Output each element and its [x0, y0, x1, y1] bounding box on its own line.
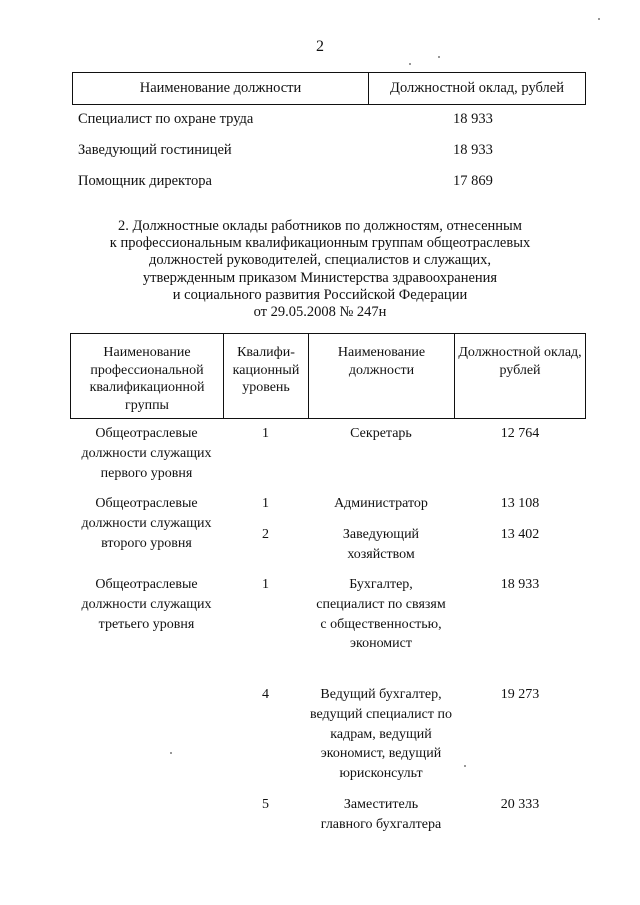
position-name: Заместитель главного бухгалтера — [320, 797, 442, 832]
table1-header — [72, 72, 586, 105]
qualification-level: 2 — [262, 527, 269, 542]
scan-speck — [409, 63, 411, 65]
salary-value: 12 764 — [500, 426, 540, 441]
table2-header-salary: Должностной оклад, рублей — [458, 345, 582, 378]
scan-speck — [170, 752, 172, 754]
qualification-level: 1 — [262, 496, 269, 511]
section2-title-line: от 29.05.2008 № 247н — [253, 304, 387, 321]
position-name: Администратор — [334, 496, 428, 511]
section2-title-line: к профессиональным квалификационным группам общеотраслевых — [109, 235, 531, 252]
position-name: Ведущий бухгалтер, ведущий специалист по кадрам, ведущий экономист, ведущий юрисконсульт — [310, 687, 452, 782]
position-name: Заведующий хозяйством — [342, 527, 420, 562]
section2-title-line: и социального развития Российской Федерации — [172, 286, 468, 303]
table1-header-position: Наименование должности — [73, 73, 369, 104]
table2-header — [70, 333, 586, 419]
group-name: Общеотраслевые должности служащих второго уровня — [81, 496, 212, 551]
table1-row-position: Специалист по охране труда — [78, 111, 254, 127]
scan-speck — [464, 765, 466, 767]
table2-header-group: Наименование профессиональной квалификационной группы — [71, 334, 224, 418]
group-name: Общеотраслевые должности служащих первого уровня — [81, 426, 212, 481]
table1-row-position: Заведующий гостиницей — [78, 142, 232, 158]
section2-title-line: утвержденным приказом Министерства здравоохранения — [142, 269, 498, 286]
position-name: Секретарь — [350, 426, 412, 441]
section2-title-line: должностей руководителей, специалистов и служащих, — [148, 252, 492, 269]
salary-value: 18 933 — [500, 577, 540, 592]
section2-title-line: 2. Должностные оклады работников по должностям, отнесенным — [118, 218, 522, 234]
table1-row-salary: 18 933 — [453, 111, 493, 127]
table2-header-level: Квалифи-кационный уровень — [224, 334, 309, 418]
position-name: Бухгалтер, специалист по связям с общественностью, экономист — [316, 577, 446, 652]
group-name: Общеотраслевые должности служащих третьего уровня — [81, 577, 212, 632]
qualification-level: 1 — [262, 426, 269, 441]
table1-header-salary: Должностной оклад, рублей — [390, 80, 564, 96]
salary-value: 13 108 — [500, 496, 540, 511]
section2-title — [0, 218, 640, 321]
salary-value: 20 333 — [500, 797, 540, 812]
table1-row-salary: 17 869 — [453, 173, 493, 189]
qualification-level: 1 — [262, 577, 269, 592]
scan-speck — [598, 18, 600, 20]
salary-value: 13 402 — [500, 527, 540, 542]
qualification-level: 4 — [262, 687, 269, 702]
salary-value: 19 273 — [500, 687, 540, 702]
qualification-level: 5 — [262, 797, 269, 812]
table2-header-position: Наименование должности — [309, 334, 455, 418]
scan-speck — [438, 56, 440, 58]
page-number: 2 — [316, 38, 324, 55]
table1-row-salary: 18 933 — [453, 142, 493, 158]
table1-row-position: Помощник директора — [78, 173, 212, 189]
